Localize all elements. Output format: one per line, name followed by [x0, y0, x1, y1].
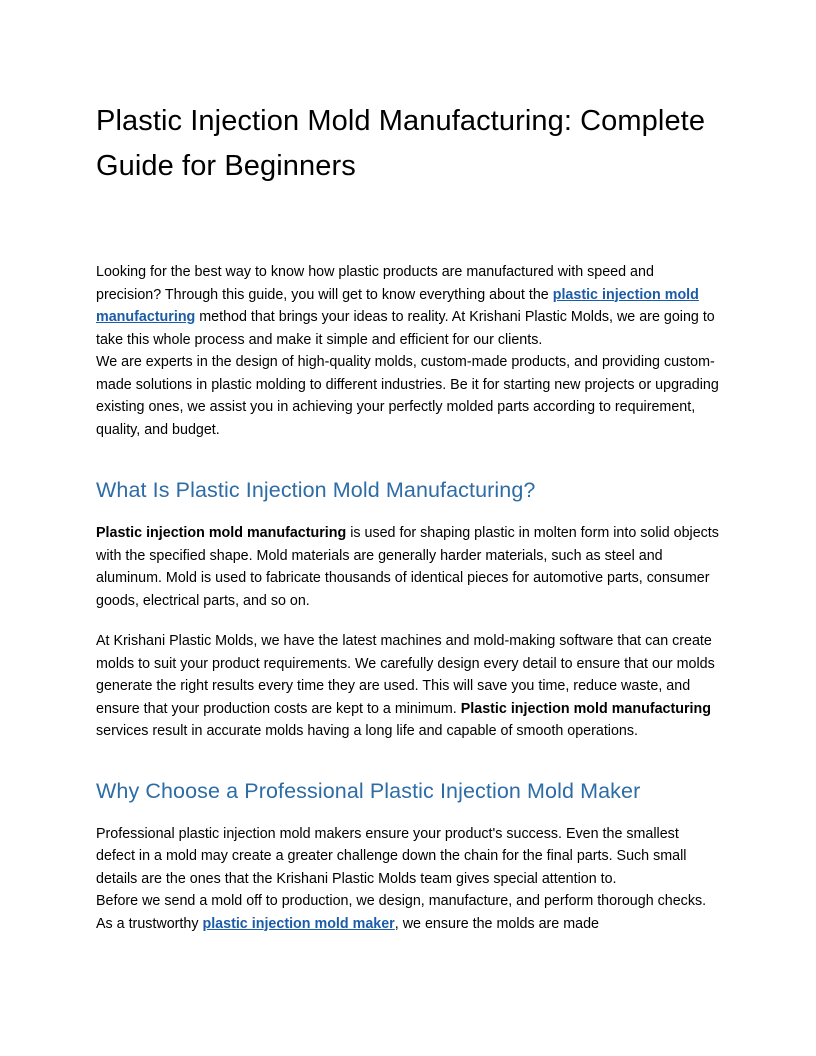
intro-text-part-2: method that brings your ideas to reality. At Krishani Plastic Molds, we are going to take this whole process and make it simple and efficient for our clients. — [96, 309, 715, 348]
intro-paragraph-1 — [96, 261, 720, 351]
heading-what-is-plastic-injection-mold-manufacturing: What Is Plastic Injection Mold Manufacturing? — [96, 478, 536, 502]
link-plastic-injection-mold-maker[interactable]: plastic injection mold maker — [202, 915, 395, 932]
intro-paragraph-2: We are experts in the design of high-quality molds, custom-made products, and providing custom-made solutions in plastic molding to different industries. Be it for starting new projects or upgrading existing ones, we assist you in achieving your perfectly molded parts according to requirement, quality, and budget. — [96, 354, 719, 438]
section1-paragraph-1-rest: is used for shaping plastic in molten form into solid objects with the specified shape. Mold materials are generally harder materials, such as steel and aluminum. Mold is used to fabricate thousands of identical pieces for automotive parts, consumer goods, electrical parts, and so on. — [96, 525, 719, 609]
heading-why-choose-professional-mold-maker: Why Choose a Professional Plastic Injection Mold Maker — [96, 778, 641, 803]
section2-paragraph-1: Professional plastic injection mold makers ensure your product's success. Even the smallest defect in a mold may create a greater challenge down the chain for the final parts. Such small details are the ones that the Krishani Plastic Molds team gives special attention to. — [96, 825, 687, 887]
section1-paragraph-2 — [96, 630, 720, 743]
section1-lead-bold: Plastic injection mold manufacturing — [96, 525, 347, 541]
intro-text-part-1: Looking for the best way to know how plastic products are manufactured with speed and precision? Through this guide, you will get to know everything about the — [96, 264, 654, 303]
section1-paragraph-1 — [96, 522, 720, 612]
section2-paragraph-2 — [96, 890, 720, 935]
page-title: Plastic Injection Mold Manufacturing: Complete Guide for Beginners — [96, 105, 706, 182]
section1-paragraph-2-part-2: services result in accurate molds having a long life and capable of smooth operations. — [96, 723, 638, 739]
link-plastic-injection-mold-manufacturing[interactable]: plastic injection mold manufacturing — [96, 286, 699, 325]
section1-paragraph-2-part-1: At Krishani Plastic Molds, we have the latest machines and mold-making software that can create molds to suit your product requirements. We carefully design every detail to ensure that our molds generate the right results every time they are used. This will save you time, reduce waste, and ensure that your production costs are kept to a minimum. — [96, 633, 715, 717]
section2-paragraph-2-part-1: Before we send a mold off to production, we design, manufacture, and perform thorough checks. As a trustworthy — [96, 893, 707, 932]
title-spacer — [96, 189, 720, 261]
section1-paragraph-2-bold: Plastic injection mold manufacturing — [460, 700, 711, 717]
section2-paragraph-2-part-2: , we ensure the molds are made — [394, 915, 599, 932]
